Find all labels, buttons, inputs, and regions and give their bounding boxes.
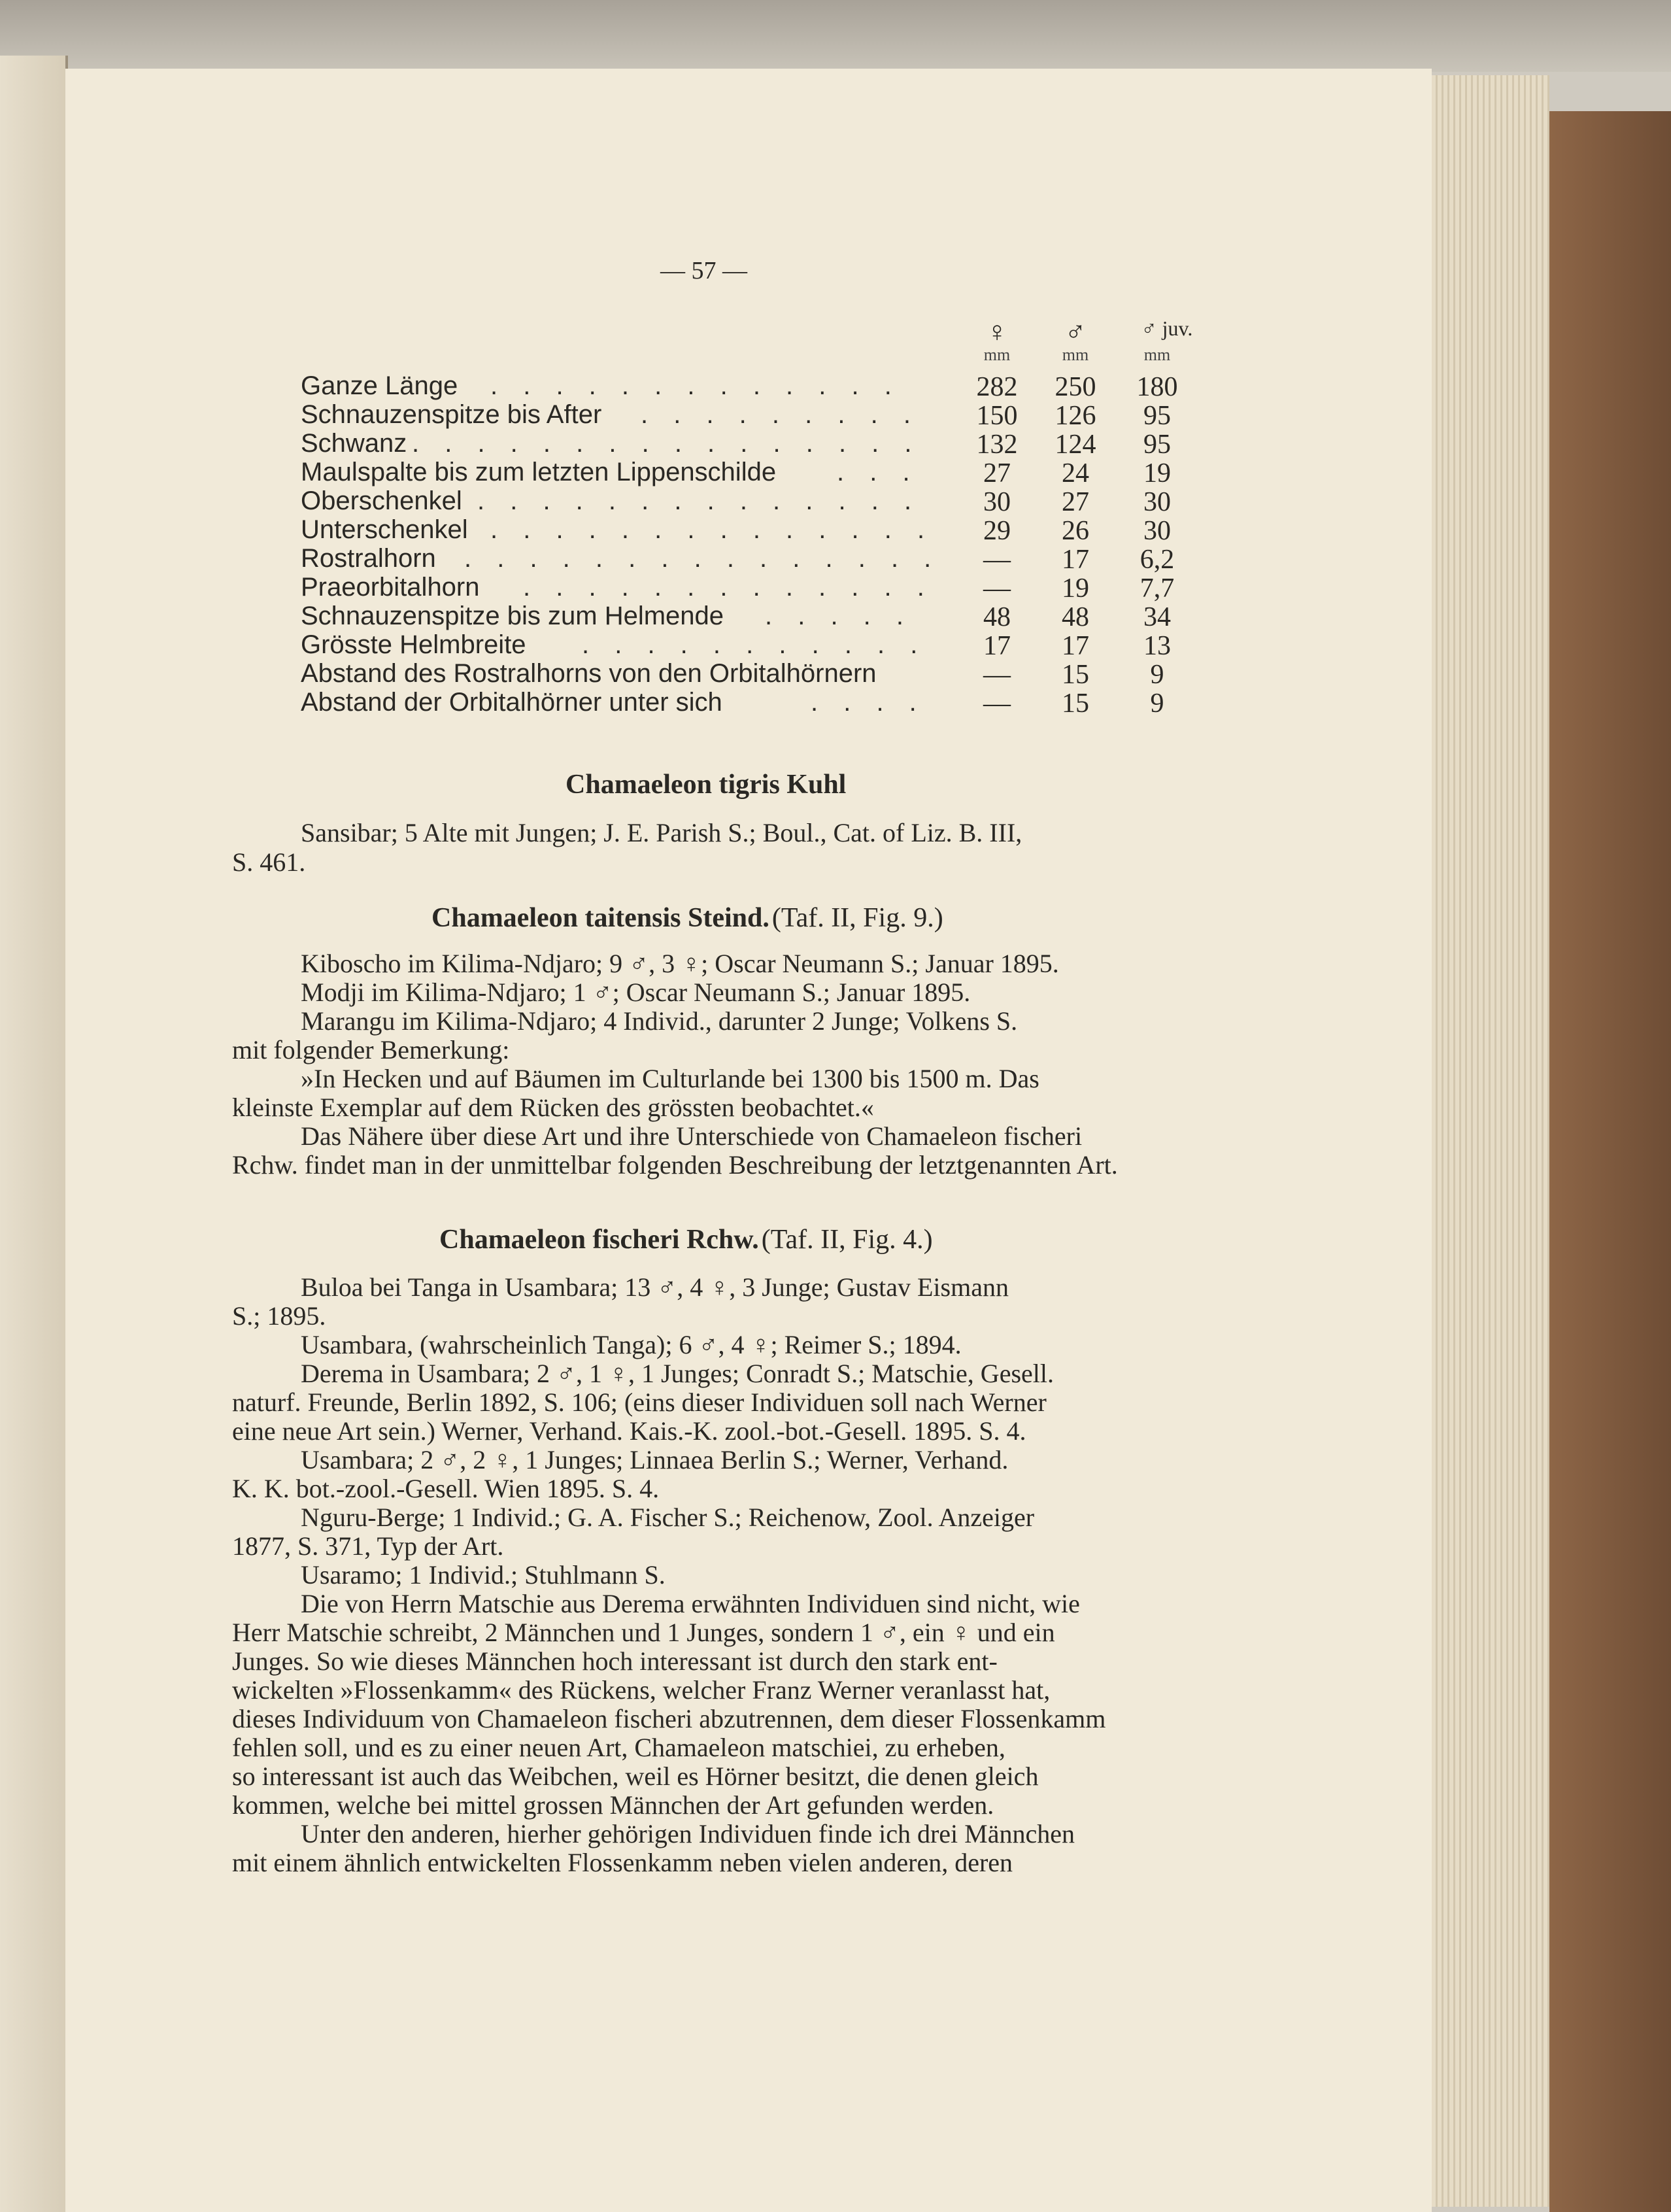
cell-male: 24 [1062,458,1089,488]
row-label: Unterschenkel [301,515,468,544]
cell-male: 124 [1055,430,1096,460]
fischeri-line: Derema in Usambara; 2 ♂, 1 ♀, 1 Junges; Conradt S.; Matschie, Gesell. [301,1359,1054,1388]
row-label: Abstand des Rostralhorns von den Orbitalhörnern [301,659,877,688]
cell-juvenile: 95 [1143,401,1171,431]
tigris-line-2: S. 461. [232,847,306,877]
fischeri-line: mit einem ähnlich entwickelten Flossenkamm neben vielen anderen, deren [232,1848,1013,1877]
table-row [301,688,1216,718]
cell-juvenile: 95 [1143,430,1171,460]
leader-dots: . . . . . [765,602,913,630]
scan-background-top [0,0,1671,72]
heading-tigris: Chamaeleon tigris Kuhl [565,770,847,800]
row-label: Grösste Helmbreite [301,630,526,659]
row-label: Schnauzenspitze bis After [301,400,602,429]
table-row [301,659,1216,689]
leader-dots: . . . . . . . . . . . . . . [490,515,934,544]
row-label: Maulspalte bis zum letzten Lippenschilde [301,458,777,486]
row-label: Abstand der Orbitalhörner unter sich [301,688,722,717]
cell-male: 19 [1062,573,1089,604]
taitensis-line: Kiboscho im Kilima-Ndjaro; 9 ♂, 3 ♀; Oscar Neumann S.; Januar 1895. [301,949,1059,978]
book-cover-edge [1549,111,1671,2212]
taitensis-line: Marangu im Kilima-Ndjaro; 4 Individ., darunter 2 Junge; Volkens S. [301,1006,1018,1036]
leader-dots: . . . . . . . . . . . . . [523,573,934,602]
cell-juvenile: 7,7 [1139,573,1175,604]
leader-dots: . . . . [811,688,926,717]
cell-female: 282 [976,372,1018,402]
cell-juvenile: 30 [1143,487,1171,517]
cell-juvenile: 9 [1150,660,1164,690]
taitensis-line: »In Hecken und auf Bäumen im Culturlande bei 1300 bis 1500 m. Das [301,1064,1039,1093]
page-stack-edge [1432,75,1549,2207]
fischeri-line: fehlen soll, und es zu einer neuen Art, Chamaeleon matschiei, zu erheben, [232,1733,1005,1762]
cell-juvenile: 19 [1143,458,1171,488]
row-label: Praeorbitalhorn [301,573,480,602]
table-row [301,371,1216,401]
leader-dots: . . . . . . . . . . . . . . . . [412,429,921,458]
taitensis-line: kleinste Exemplar auf dem Rücken des grössten beobachtet.« [232,1093,874,1122]
table-row [301,515,1216,545]
table-row [301,602,1216,632]
cell-male: 17 [1062,631,1089,661]
cell-male: 27 [1062,487,1089,517]
table-row [301,630,1216,660]
cell-female: 30 [983,487,1011,517]
taitensis-line: Modji im Kilima-Ndjaro; 1 ♂; Oscar Neumann S.; Januar 1895. [301,978,971,1007]
table-row [301,486,1216,517]
table-row [301,429,1216,459]
heading-fischeri-ref: (Taf. II, Fig. 4.) [761,1225,933,1255]
fischeri-line: so interessant ist auch das Weibchen, weil es Hörner besitzt, die denen gleich [232,1761,1039,1791]
row-label: Schwanz [301,429,407,458]
cell-juvenile: 34 [1143,602,1171,632]
tigris-line-1: Sansibar; 5 Alte mit Jungen; J. E. Parish S.; Boul., Cat. of Liz. B. III, [301,818,1022,847]
col-juvenile-symbol: ♂ juv. [1141,316,1193,340]
fischeri-line: Usambara; 2 ♂, 2 ♀, 1 Junges; Linnaea Berlin S.; Werner, Verhand. [301,1445,1009,1474]
table-row [301,573,1216,603]
cell-male: 15 [1062,660,1089,690]
taitensis-line: Das Nähere über diese Art und ihre Unterschiede von Chamaeleon fischeri [301,1121,1083,1151]
cell-female: 150 [976,401,1018,431]
cell-female: 48 [983,602,1011,632]
cell-female: 27 [983,458,1011,488]
col-male-symbol: ♂ [1064,316,1087,348]
heading-fischeri: Chamaeleon fischeri Rchw. [439,1225,759,1255]
facing-page-edge [0,56,68,2212]
leader-dots: . . . [837,458,919,486]
fischeri-line: naturf. Freunde, Berlin 1892, S. 106; (eins dieser Individuen soll nach Werner [232,1387,1047,1417]
table-row [301,400,1216,430]
fischeri-line: Unter den anderen, hierher gehörigen Individuen finde ich drei Männchen [301,1819,1075,1848]
heading-taitensis-block [431,902,943,934]
fischeri-line: Nguru-Berge; 1 Individ.; G. A. Fischer S.; Reichenow, Zool. Anzeiger [301,1503,1035,1532]
fischeri-line: eine neue Art sein.) Werner, Verhand. Kais.-K. zool.-bot.-Gesell. 1895. S. 4. [232,1416,1026,1446]
col-female-symbol: ♀ [986,316,1008,348]
row-label: Ganze Länge [301,371,458,400]
col-male-unit: mm [1062,345,1089,364]
leader-dots: . . . . . . . . . . . [582,630,927,659]
fischeri-line: 1877, S. 371, Typ der Art. [232,1531,504,1561]
taitensis-line: Rchw. findet man in der unmittelbar folgenden Beschreibung der letztgenannten Art. [232,1150,1118,1180]
heading-fischeri-block [439,1224,933,1255]
row-label: Rostralhorn [301,544,436,573]
cell-female: — [983,660,1011,690]
fischeri-line: kommen, welche bei mittel grossen Männchen der Art gefunden werden. [232,1790,994,1820]
fischeri-line: K. K. bot.-zool.-Gesell. Wien 1895. S. 4. [232,1474,660,1503]
cell-juvenile: 13 [1143,631,1171,661]
fischeri-line: S.; 1895. [232,1301,326,1331]
fischeri-line: Buloa bei Tanga in Usambara; 13 ♂, 4 ♀, 3 Junge; Gustav Eismann [301,1272,1009,1302]
cell-male: 48 [1062,602,1089,632]
table-row [301,458,1216,488]
cell-male: 17 [1062,545,1089,575]
taitensis-line: mit folgender Bemerkung: [232,1035,510,1064]
fischeri-line: dieses Individuum von Chamaeleon fischeri abzutrennen, dem dieser Flossenkamm [232,1704,1106,1733]
cell-female: — [983,573,1011,604]
table-row [301,544,1216,574]
fischeri-line: wickelten »Flossenkamm« des Rückens, welcher Franz Werner veranlasst hat, [232,1675,1051,1705]
fischeri-line: Die von Herrn Matschie aus Derema erwähnten Individuen sind nicht, wie [301,1589,1080,1618]
fischeri-line: Junges. So wie dieses Männchen hoch interessant ist durch den stark ent- [232,1646,998,1676]
leader-dots: . . . . . . . . . [641,400,920,429]
cell-female: 17 [983,631,1011,661]
row-label: Oberschenkel [301,486,462,515]
leader-dots: . . . . . . . . . . . . . [490,371,901,400]
fischeri-line: Herr Matschie schreibt, 2 Männchen und 1 Junges, sondern 1 ♂, ein ♀ und ein [232,1618,1055,1647]
cell-female: 132 [976,430,1018,460]
cell-female: — [983,545,1011,575]
col-female-unit: mm [983,345,1011,364]
cell-female: 29 [983,516,1011,546]
page-number: — 57 — [660,257,747,284]
cell-male: 250 [1055,372,1096,402]
heading-taitensis-ref: (Taf. II, Fig. 9.) [771,903,943,933]
heading-taitensis: Chamaeleon taitensis Steind. [431,903,769,933]
cell-juvenile: 6,2 [1139,545,1175,575]
cell-juvenile: 30 [1143,516,1171,546]
col-juvenile-unit: mm [1143,345,1171,364]
cell-juvenile: 9 [1150,689,1164,719]
cell-male: 26 [1062,516,1089,546]
row-label: Schnauzenspitze bis zum Helmende [301,602,724,630]
cell-male: 126 [1055,401,1096,431]
cell-female: — [983,689,1011,719]
cell-juvenile: 180 [1136,372,1178,402]
leader-dots: . . . . . . . . . . . . . . . [464,544,941,573]
fischeri-line: Usambara, (wahrscheinlich Tanga); 6 ♂, 4 ♀; Reimer S.; 1894. [301,1330,962,1359]
fischeri-line: Usaramo; 1 Individ.; Stuhlmann S. [301,1560,666,1590]
cell-male: 15 [1062,689,1089,719]
leader-dots: . . . . . . . . . . . . . . [477,486,921,515]
